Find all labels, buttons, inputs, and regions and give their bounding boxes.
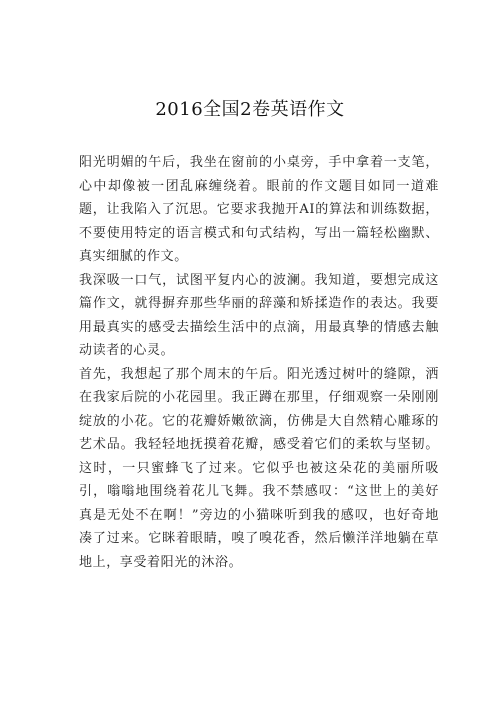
document-title: 2016全国2卷英语作文 — [155, 99, 345, 120]
document-body — [79, 151, 439, 574]
paragraph: 首先，我想起了那个周末的午后。阳光透过树叶的缝隙，洒在我家后院的小花园里。我正蹲在那里，仔细观察一朵刚刚绽放的小花。它的花瓣娇嫩欲滴，仿佛是大自然精心雕琢的艺术品。我轻轻地抚摸着花瓣，感受着它们的柔软与坚韧。这时，一只蜜蜂飞了过来。它似乎也被这朵花的美丽所吸引，嗡嗡地围绕着花儿飞舞。我不禁感叹：“这世上的美好真是无处不在啊！”旁边的小猫咪听到我的感叹，也好奇地凑了过来。它眯着眼睛，嗅了嗅花香，然后懒洋洋地躺在草地上，享受着阳光的沐浴。 — [79, 366, 439, 570]
paragraph: 我深吸一口气，试图平复内心的波澜。我知道，要想完成这篇作文，就得摒弃那些华丽的辞藻和矫揉造作的表达。我要用最真实的感受去描绘生活中的点滴，用最真挚的情感去触动读者的心灵。 — [79, 272, 439, 358]
paragraph: 阳光明媚的午后，我坐在窗前的小桌旁，手中拿着一支笔，心中却像被一团乱麻缠绕着。眼前的作文题目如同一道难题，让我陷入了沉思。它要求我抛开AI的算法和训练数据，不要使用特定的语言模式和句式结构，写出一篇轻松幽默、真实细腻的作文。 — [79, 155, 439, 264]
